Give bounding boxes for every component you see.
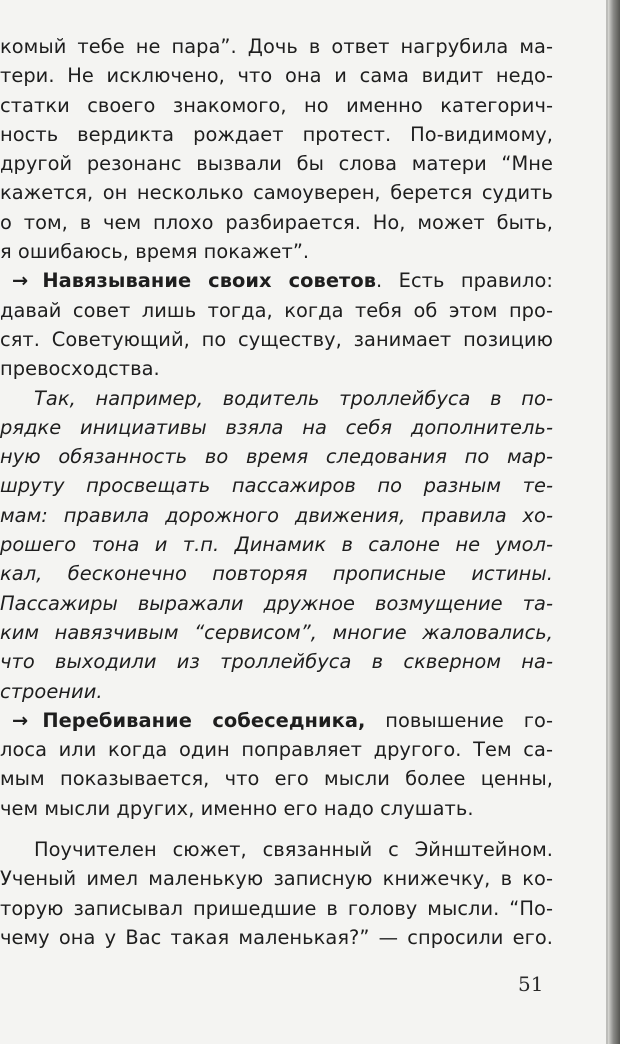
text-line: лоса или когда один поправляет другого. Тем са- <box>0 738 553 762</box>
bullet-text: . Есть правило: <box>376 269 553 293</box>
text-line: превосходства. <box>0 357 160 381</box>
arrow-icon: → <box>12 269 29 293</box>
example-line: что выходили из троллейбуса в скверном на- <box>0 650 553 674</box>
arrow-icon: → <box>12 708 29 732</box>
page-number: 51 <box>518 972 544 996</box>
example-line: Пассажиры выражали дружное возмущение та- <box>0 591 553 615</box>
text-line: чем мысли других, именно его надо слушать. <box>0 796 474 820</box>
bullet-text: повышение го- <box>365 708 553 732</box>
example-line: шруту просвещать пассажиров по разным те- <box>0 474 553 498</box>
text-line: другой резонанс вызвали бы слова матери “Мне <box>0 152 553 176</box>
text-line: комый тебе не пара”. Дочь в ответ нагрубила ма- <box>0 35 553 58</box>
example-line: рядке инициативы взяла на себя дополнитель- <box>0 415 553 439</box>
bullet-line-interrupting <box>0 706 553 735</box>
example-line: Так, например, водитель троллейбуса в по- <box>34 386 553 410</box>
book-spine-shadow <box>608 0 620 1044</box>
text-line: давай совет лишь тогда, когда тебя об этом про- <box>0 298 553 322</box>
example-line: строении. <box>0 679 103 703</box>
text-line: сят. Советующий, по существу, занимает позицию <box>0 327 553 351</box>
text-line: статки своего знакомого, но именно категорич- <box>0 93 553 117</box>
paragraph-gap <box>0 823 553 835</box>
text-line: о том, в чем плохо разбирается. Но, может быть, <box>0 210 553 234</box>
example-line: ким навязчивым “сервисом”, многие жаловались, <box>0 620 553 644</box>
bullet-heading: Навязывание своих советов <box>42 269 377 293</box>
text-line: торую записывал пришедшие в голову мысли. “По- <box>0 896 553 920</box>
example-line: кал, бесконечно повторяя прописные истины. <box>0 562 553 586</box>
example-line: ную обязанность во время следования по мар- <box>0 445 553 469</box>
example-line: мам: правила дорожного движения, правила хо- <box>0 503 553 527</box>
text-line: Ученый имел маленькую записную книжечку, в ко- <box>0 867 553 891</box>
bullet-heading: Перебивание собеседника, <box>42 708 366 732</box>
text-line: Поучителен сюжет, связанный с Эйнштейном. <box>34 838 553 862</box>
text-line: я ошибаюсь, время покажет”. <box>0 240 310 264</box>
text-line: мым показывается, что его мысли более ценны, <box>0 767 553 791</box>
text-line: ность вердикта рождает протест. По-видимому, <box>0 122 553 146</box>
text-line: кажется, он несколько самоуверен, берется судить <box>0 181 553 205</box>
text-line: тери. Не исключено, что она и сама видит недо- <box>0 64 553 88</box>
example-line: рошего тона и т.п. Динамик в салоне не умол- <box>0 533 553 557</box>
bullet-line-advice <box>0 266 553 295</box>
page-body-text <box>0 32 553 952</box>
text-line: чему она у Вас такая маленькая?” — спросили его. <box>0 925 553 949</box>
